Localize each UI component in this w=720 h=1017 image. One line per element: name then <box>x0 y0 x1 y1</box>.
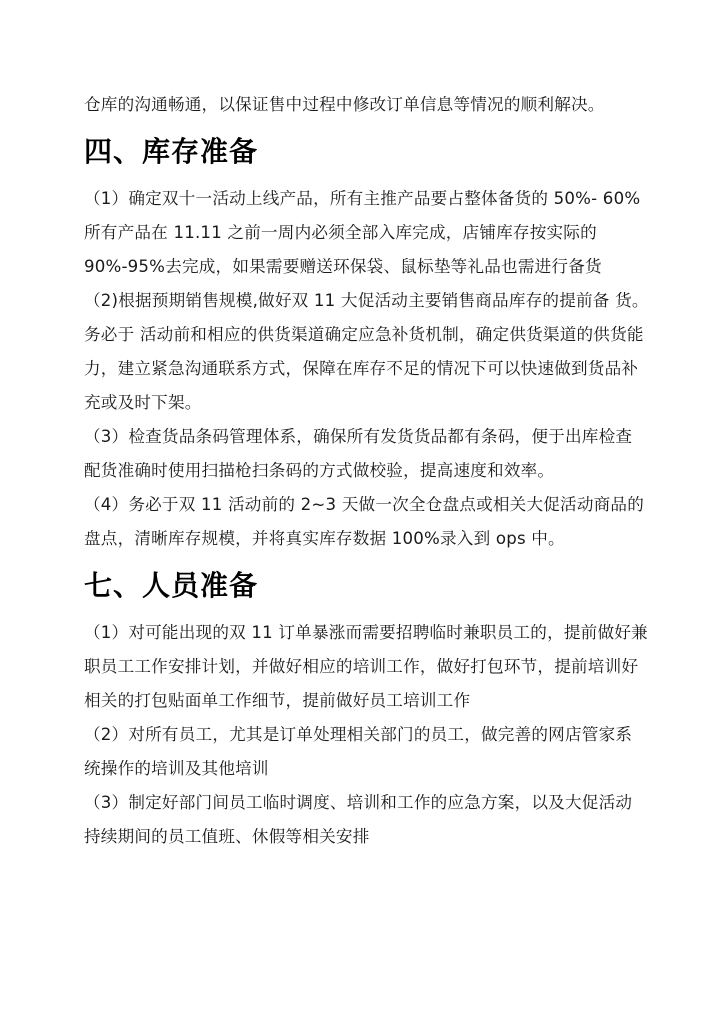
paragraph-line: 所有产品在 11.11 之前一周内必须全部入库完成，店铺库存按实际的 <box>84 223 597 242</box>
paragraph-line: 充或及时下架。 <box>84 393 202 412</box>
paragraph-line: 90%-95%去完成，如果需要赠送环保袋、鼠标垫等礼品也需进行备货 <box>84 257 602 276</box>
paragraph-line: 相关的打包贴面单工作细节，提前做好员工培训工作 <box>84 691 471 710</box>
paragraph-line: （4）务必于双 11 活动前的 2~3 天做一次全仓盘点或相关大促活动商品的 <box>84 495 645 514</box>
paragraph-line: （2)根据预期销售规模,做好双 11 大促活动主要销售商品库存的提前备 货。 <box>84 291 649 310</box>
paragraph-line: （3）制定好部门间员工临时调度、培训和工作的应急方案，以及大促活动 <box>84 793 633 812</box>
section-staff <box>84 564 648 854</box>
paragraph-line: 统操作的培训及其他培训 <box>84 759 269 778</box>
paragraph-line: （3）检查货品条码管理体系，确保所有发货货品都有条码，便于出库检查 <box>84 427 633 446</box>
paragraph-line: （1）对可能出现的双 11 订单暴涨而需要招聘临时兼职员工的，提前做好兼 <box>84 623 648 642</box>
section-heading-inventory: 四、库存准备 <box>84 135 259 168</box>
paragraph-line: 持续期间的员工值班、休假等相关安排 <box>84 827 370 846</box>
paragraph-line: 配货准确时使用扫描枪扫条码的方式做校验，提高速度和效率。 <box>84 461 555 480</box>
paragraph-line: 力，建立紧急沟通联系方式，保障在库存不足的情况下可以快速做到货品补 <box>84 359 639 378</box>
section-heading-staff: 七、人员准备 <box>84 569 259 602</box>
paragraph-line: 职员工工作安排计划，并做好相应的培训工作，做好打包环节，提前培训好 <box>84 657 639 676</box>
section-inventory <box>84 130 649 556</box>
document-page <box>84 88 649 854</box>
paragraph-line: （1）确定双十一活动上线产品，所有主推产品要占整体备货的 50%- 60% <box>84 189 641 208</box>
paragraph-line: （2）对所有员工，尤其是订单处理相关部门的员工，做完善的网店管家系 <box>84 725 633 744</box>
intro-line: 仓库的沟通畅通，以保证售中过程中修改订单信息等情况的顺利解决。 <box>84 95 605 114</box>
paragraph-line: 盘点，清晰库存规模，并将真实库存数据 100%录入到 ops 中。 <box>84 529 565 548</box>
paragraph-line: 务必于 活动前和相应的供货渠道确定应急补货机制，确定供货渠道的供货能 <box>84 325 644 344</box>
